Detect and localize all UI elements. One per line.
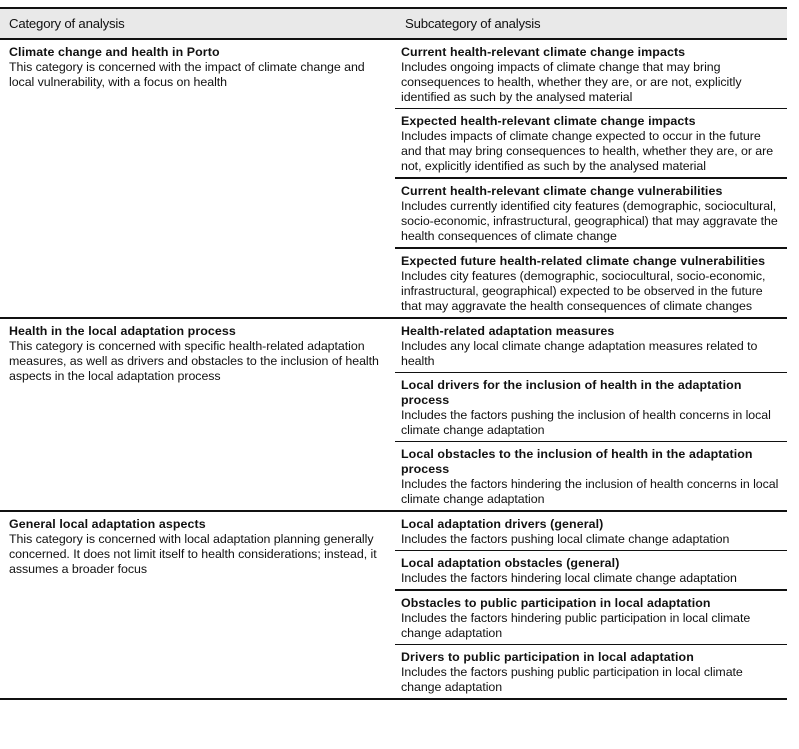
subcategory-title: Current health-relevant climate change vulnerabilities bbox=[401, 184, 723, 198]
subcategory-title: Current health-relevant climate change impacts bbox=[401, 45, 686, 59]
subcategory-description: Includes ongoing impacts of climate change that may bring consequences to health, whether they are, or are not, explicitly identified as such by the analysed material bbox=[401, 60, 742, 104]
subcategory-description: Includes city features (demographic, sociocultural, socio-economic, infrastructural, geographical) expected to be observed in the future that may aggravate the health consequences of climate changes bbox=[401, 269, 766, 313]
subcategory-description: Includes the factors pushing the inclusion of health concerns in local climate change adaptation bbox=[401, 408, 771, 437]
category-title: General local adaptation aspects bbox=[9, 517, 206, 531]
subcategory-row bbox=[395, 551, 787, 591]
subcategory-list bbox=[389, 512, 787, 698]
category-cell bbox=[0, 512, 389, 698]
table-header-row bbox=[0, 9, 787, 40]
subcategory-description: Includes impacts of climate change expected to occur in the future and that may bring consequences to health, whether they are, or are not, explicitly identified as such by the analysed material bbox=[401, 129, 774, 173]
category-title: Health in the local adaptation process bbox=[9, 324, 236, 338]
subcategory-title: Local drivers for the inclusion of health in the adaptation process bbox=[401, 378, 742, 407]
category-group-health-local-adaptation bbox=[0, 319, 787, 512]
header-category: Category of analysis bbox=[9, 16, 125, 31]
subcategory-title: Drivers to public participation in local adaptation bbox=[401, 650, 694, 664]
subcategory-row bbox=[395, 512, 787, 551]
analysis-categories-table bbox=[0, 7, 787, 700]
subcategory-row bbox=[395, 442, 787, 510]
header-subcategory: Subcategory of analysis bbox=[405, 16, 541, 31]
subcategory-title: Expected health-relevant climate change impacts bbox=[401, 114, 696, 128]
subcategory-description: Includes the factors hindering local climate change adaptation bbox=[401, 571, 737, 585]
subcategory-title: Expected future health-related climate change vulnerabilities bbox=[401, 254, 766, 268]
subcategory-description: Includes the factors hindering public participation in local climate change adaptation bbox=[401, 611, 751, 640]
subcategory-title: Local adaptation obstacles (general) bbox=[401, 556, 620, 570]
subcategory-description: Includes the factors hindering the inclusion of health concerns in local climate change adaptation bbox=[401, 477, 779, 506]
subcategory-description: Includes the factors pushing public participation in local climate change adaptation bbox=[401, 665, 743, 694]
subcategory-title: Local obstacles to the inclusion of health in the adaptation process bbox=[401, 447, 753, 476]
subcategory-row bbox=[395, 591, 787, 645]
subcategory-row bbox=[395, 373, 787, 442]
category-group-general-local-adaptation bbox=[0, 512, 787, 698]
subcategory-row bbox=[395, 179, 787, 249]
category-title: Climate change and health in Porto bbox=[9, 45, 220, 59]
category-group-climate-health-porto bbox=[0, 40, 787, 319]
subcategory-row bbox=[395, 645, 787, 698]
subcategory-description: Includes the factors pushing local climate change adaptation bbox=[401, 532, 730, 546]
subcategory-row bbox=[395, 40, 787, 109]
category-description: This category is concerned with local adaptation planning generally concerned. It does not limit itself to health considerations; instead, it assumes a broader focus bbox=[9, 532, 377, 576]
subcategory-description: Includes any local climate change adaptation measures related to health bbox=[401, 339, 758, 368]
subcategory-list bbox=[389, 40, 787, 317]
subcategory-list bbox=[389, 319, 787, 510]
subcategory-row bbox=[395, 319, 787, 373]
category-description: This category is concerned with the impact of climate change and local vulnerability, with a focus on health bbox=[9, 60, 365, 89]
subcategory-row bbox=[395, 249, 787, 317]
subcategory-title: Obstacles to public participation in local adaptation bbox=[401, 596, 711, 610]
category-description: This category is concerned with specific health-related adaptation measures, as well as drivers and obstacles to the inclusion of health aspects in the local adaptation process bbox=[9, 339, 379, 383]
category-cell bbox=[0, 319, 389, 510]
subcategory-title: Health-related adaptation measures bbox=[401, 324, 615, 338]
category-cell bbox=[0, 40, 389, 317]
subcategory-title: Local adaptation drivers (general) bbox=[401, 517, 604, 531]
subcategory-description: Includes currently identified city features (demographic, sociocultural, socio-economic, infrastructural, geographical) that may aggravate the health consequences of climate change bbox=[401, 199, 778, 243]
subcategory-row bbox=[395, 109, 787, 179]
